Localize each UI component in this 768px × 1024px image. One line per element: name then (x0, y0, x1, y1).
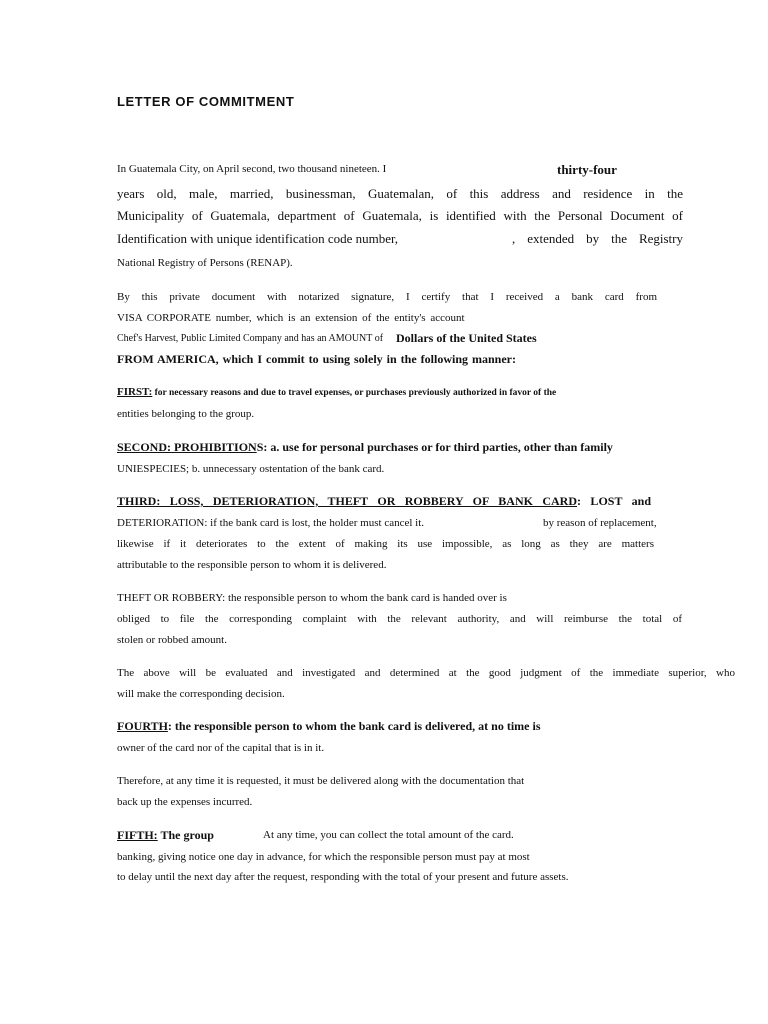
theft-line-1: THEFT OR ROBBERY: the responsible person to whom the bank card is handed over is (117, 592, 507, 604)
first-text: for necessary reasons and due to travel expenses, or purchases previously authorized in favor of the (152, 388, 557, 398)
fourth-clause-line-2: owner of the card nor of the capital that is in it. (117, 742, 325, 754)
p1-line-4b: , extended by the Registry (512, 231, 683, 246)
second-clause-line-2: UNIESPECIES; b. unnecessary ostentation of the bank card. (117, 463, 385, 475)
theft-line-3: stolen or robbed amount. (117, 634, 227, 646)
fifth-text: The group (157, 828, 214, 842)
third-line-3: likewise if it deteriorates to the extent of making its use impossible, as long as they are matters (117, 538, 654, 550)
age-value: thirty-four (557, 162, 617, 177)
first-label: FIRST: (117, 386, 153, 398)
fourth-text: : the responsible person to whom the bank card is delivered, at no time is (167, 719, 541, 733)
p2-line-4: FROM AMERICA, which I commit to using solely in the following manner: (117, 352, 516, 366)
second-label: SECOND: PROHIBITION (117, 440, 257, 454)
fifth-clause-line-1b: At any time, you can collect the total amount of the card. (263, 829, 514, 841)
third-line-2b: by reason of replacement, (543, 517, 657, 529)
p1-line-3: Municipality of Guatemala, department of Guatemala, is identified with the Personal Document of (117, 208, 683, 223)
third-clause-line-1 (117, 494, 651, 509)
first-clause-line-2: entities belonging to the group. (117, 408, 255, 420)
p1-line-4a: Identification with unique identification code number, (117, 231, 399, 246)
second-clause-line-1 (117, 440, 613, 455)
fourth-label: FOURTH (117, 719, 168, 733)
document-title: LETTER OF COMMITMENT (117, 94, 295, 109)
fourth-clause-line-1 (117, 719, 540, 734)
fifth-label: FIFTH: (117, 828, 158, 842)
fifth-clause-line-1a (117, 828, 214, 843)
second-text: S: a. use for personal purchases or for third parties, other than family (256, 440, 613, 454)
above-line-1: The above will be evaluated and investigated and determined at the good judgment of the immediate superior, who (117, 667, 735, 679)
p2-line-3a: Chef's Harvest, Public Limited Company and has an AMOUNT of (117, 333, 384, 344)
p2-line-1: By this private document with notarized signature, I certify that I received a bank card from (117, 291, 657, 303)
therefore-line-1: Therefore, at any time it is requested, it must be delivered along with the documentation that (117, 775, 525, 787)
above-line-2: will make the corresponding decision. (117, 688, 285, 700)
p1-line-2: years old, male, married, businessman, Guatemalan, of this address and residence in the (117, 186, 683, 201)
p2-line-3b: Dollars of the United States (396, 331, 537, 345)
third-line-4: attributable to the responsible person to whom it is delivered. (117, 559, 387, 571)
fifth-clause-line-2: banking, giving notice one day in advance, for which the responsible person must pay at most (117, 851, 530, 863)
third-line-2a: DETERIORATION: if the bank card is lost, the holder must cancel it. (117, 517, 425, 529)
p1-line-1: In Guatemala City, on April second, two thousand nineteen. I (117, 163, 387, 175)
p1-line-5: National Registry of Persons (RENAP). (117, 257, 293, 269)
third-text: : LOST and (577, 494, 651, 508)
fifth-clause-line-3: to delay until the next day after the request, responding with the total of your present and future assets. (117, 871, 569, 883)
third-label: THIRD: LOSS, DETERIORATION, THEFT OR ROBBERY OF BANK CARD (117, 494, 578, 508)
theft-line-2: obliged to file the corresponding complaint with the relevant authority, and will reimburse the total of (117, 613, 682, 625)
first-clause-line-1 (117, 385, 556, 400)
p2-line-2: VISA CORPORATE number, which is an extension of the entity's account (117, 312, 465, 324)
therefore-line-2: back up the expenses incurred. (117, 796, 253, 808)
